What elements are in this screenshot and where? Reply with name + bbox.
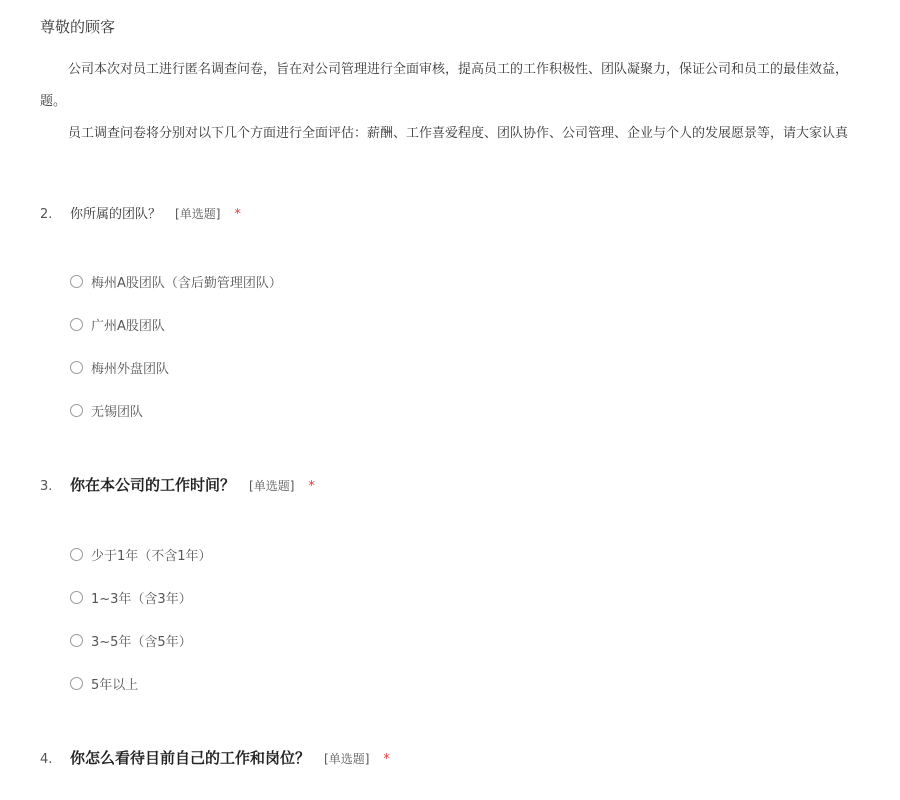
option-label[interactable]: 无锡团队	[91, 404, 144, 420]
option-radio[interactable]	[70, 587, 192, 607]
radio-unchecked-icon[interactable]	[70, 318, 83, 331]
option-label[interactable]: 3~5年（含5年）	[91, 634, 192, 650]
intro-paragraph-1-continued: 题。	[40, 94, 67, 109]
radio-unchecked-icon[interactable]	[70, 677, 83, 690]
option-label[interactable]: 5年以上	[91, 677, 139, 693]
question-type-badge: [单选题]	[324, 752, 370, 766]
radio-unchecked-icon[interactable]	[70, 361, 83, 374]
greeting: 尊敬的顾客	[40, 18, 116, 36]
radio-unchecked-icon[interactable]	[70, 591, 83, 604]
question-type-badge: [单选题]	[249, 479, 295, 493]
question-text: 你怎么看待目前自己的工作和岗位？	[70, 749, 311, 767]
radio-unchecked-icon[interactable]	[70, 404, 83, 417]
option-label[interactable]: 梅州外盘团队	[91, 361, 170, 377]
question-text: 你在本公司的工作时间？	[70, 476, 236, 494]
option-label[interactable]: 梅州A股团队（含后勤管理团队）	[91, 275, 282, 291]
question-number: 4.	[40, 752, 53, 767]
required-marker: *	[234, 207, 241, 222]
option-label[interactable]: 1~3年（含3年）	[91, 591, 192, 607]
option-label[interactable]: 广州A股团队	[91, 318, 165, 334]
question-number: 2.	[40, 207, 53, 222]
question-title-row	[40, 474, 315, 495]
option-radio[interactable]	[70, 630, 192, 650]
required-marker: *	[308, 479, 315, 494]
radio-unchecked-icon[interactable]	[70, 548, 83, 561]
option-radio[interactable]	[70, 314, 165, 334]
radio-unchecked-icon[interactable]	[70, 275, 83, 288]
radio-unchecked-icon[interactable]	[70, 634, 83, 647]
option-label[interactable]: 少于1年（不含1年）	[91, 548, 212, 564]
question-text: 你所属的团队？	[70, 207, 162, 222]
question-title-row	[40, 203, 241, 222]
option-radio[interactable]	[70, 544, 212, 564]
option-radio[interactable]	[70, 357, 169, 377]
option-radio[interactable]	[70, 673, 138, 693]
intro-paragraph-1: 公司本次对员工进行匿名调查问卷，旨在对公司管理进行全面审核，提高员工的工作积极性、团队凝聚力，保证公司和员工的最佳效益，	[68, 62, 849, 77]
question-title-row	[40, 747, 390, 768]
option-radio[interactable]	[70, 271, 282, 291]
intro-paragraph-2: 员工调查问卷将分别对以下几个方面进行全面评估：薪酬、工作喜爱程度、团队协作、公司管理、企业与个人的发展愿景等，请大家认真	[68, 126, 849, 141]
question-type-badge: [单选题]	[175, 207, 221, 221]
required-marker: *	[383, 752, 390, 767]
question-number: 3.	[40, 479, 53, 494]
option-radio[interactable]	[70, 400, 143, 420]
